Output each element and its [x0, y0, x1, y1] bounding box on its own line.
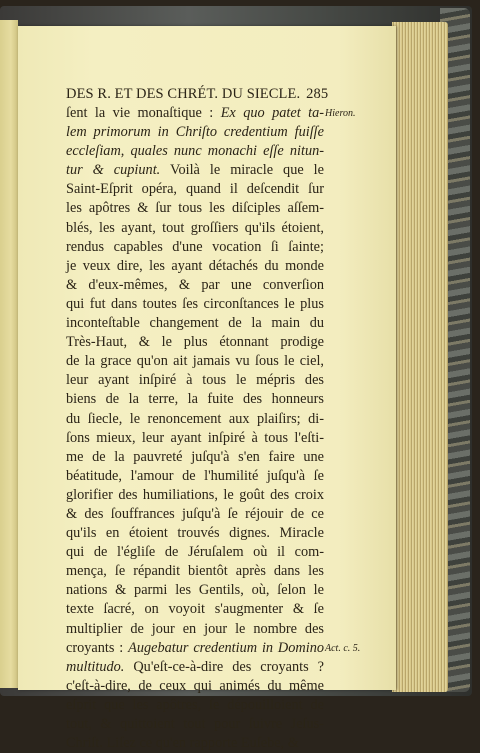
text-segment: Chriſt. Liſez ce qu'en rapporte Euſebe, &: [66, 735, 299, 752]
text-line: [66, 371, 324, 390]
facing-page-edge: [0, 20, 18, 688]
text-segment: rendus capables d'une vocation ſi ſainte;: [66, 238, 324, 255]
text-segment: croyants :: [66, 639, 129, 656]
text-segment: Qu'eſt-ce-à-dire des croyants ?: [124, 658, 324, 675]
text-segment: qu'ils en étoient trouvés dignes. Miracle: [66, 525, 324, 542]
book-page: [18, 26, 396, 752]
text-line: [66, 390, 324, 409]
text-segment: eſprit que les apôtres, ſe dépouilloient de: [66, 696, 324, 713]
text-segment: qui de l'égliſe de Jéruſalem où il com-: [66, 544, 324, 561]
page-stack-edge: [392, 22, 448, 692]
text-block: [66, 84, 329, 753]
latin-quote: Augebatur credentium in Domino: [128, 639, 324, 656]
text-line: [66, 734, 324, 753]
text-line: [66, 161, 324, 180]
text-segment: multiplier de jour en jour le nombre des: [66, 620, 324, 637]
text-line: [66, 352, 324, 371]
text-line: [66, 219, 324, 238]
text-line: [66, 314, 324, 333]
text-segment: texte ſacré, on voyoit s'augmenter & ſe: [66, 601, 324, 618]
text-line: [66, 486, 324, 505]
text-segment: ſons mieux, leur ayant inſpiré à tous l'eſti-: [66, 429, 324, 446]
text-line: [66, 276, 324, 295]
text-segment: & d'eux-mêmes, & par une converſion: [66, 276, 324, 293]
margin-note: Act. c. 5.: [325, 642, 361, 654]
text-line: [66, 410, 324, 429]
text-segment: mença, ſe répandit bientôt après dans les: [66, 563, 324, 580]
text-segment: du ſiecle, le renoncement aux plaiſirs; di-: [66, 410, 324, 427]
text-line: [66, 180, 324, 199]
text-segment: Voilà le miracle que le: [160, 162, 324, 179]
text-line: [66, 448, 324, 467]
text-segment: nations & parmi les Gentils, où, ſelon le: [66, 582, 324, 599]
latin-quote: lem primorum in Chriſto credentium fuiſſe: [66, 124, 324, 141]
margin-note: Hieron.: [325, 108, 356, 119]
text-line: [66, 123, 324, 142]
text-line: [66, 696, 324, 715]
text-line: [66, 238, 324, 257]
text-line: [66, 104, 324, 123]
latin-quote: tur & cupiunt.: [66, 162, 161, 179]
text-line: [66, 639, 324, 658]
text-segment: inconteſtable changement de la main du: [66, 315, 324, 332]
text-line: [66, 543, 324, 562]
page-number: 285: [306, 86, 329, 102]
text-segment: c'eſt-à-dire, de ceux qui animés du même: [66, 677, 324, 694]
text-segment: de la grace qu'on ait jamais vu ſous le ciel,: [66, 353, 324, 370]
text-line: [66, 524, 324, 543]
text-line: [66, 199, 324, 218]
text-segment: leur ayant inſpiré à tous le mépris des: [66, 372, 324, 389]
text-line: [66, 677, 324, 696]
text-segment: tout, & quittoient tout pour ſuivre Jeſus-: [66, 716, 324, 732]
text-line: [66, 505, 324, 524]
text-line: [66, 620, 324, 639]
latin-quote: multitudo.: [66, 658, 125, 675]
text-line: [66, 467, 324, 486]
text-segment: Très-Haut, & le plus étonnant prodige: [66, 334, 324, 351]
latin-quote: Ex quo patet ta-: [220, 105, 325, 121]
text-segment: je veux dire, les ayant détachés du monde: [66, 257, 324, 274]
text-line: [66, 257, 324, 276]
text-line: [66, 715, 324, 734]
text-segment: biens de la terre, la fuite des honneurs: [66, 391, 324, 408]
text-line: [66, 295, 324, 314]
text-segment: les apôtres & ſur tous les diſciples aſſem-: [66, 200, 324, 217]
text-segment: & des ſouffrances juſqu'à ſe réjouir de ce: [66, 505, 324, 522]
text-segment: béatitude, l'amour de l'humilité juſqu'à ſe: [66, 467, 324, 484]
text-line: [66, 142, 324, 161]
header-title: DES R. ET DES CHRÉT. DU SIECLE.: [66, 86, 301, 102]
text-line: [66, 600, 324, 619]
text-line: [66, 581, 324, 600]
text-line: [66, 429, 324, 448]
text-segment: Saint-Eſprit opéra, quand il deſcendit ſur: [66, 181, 324, 198]
text-segment: blés, les ayant, tout groſſiers qu'ils étoient,: [66, 219, 324, 236]
text-segment: me de la pauvreté juſqu'à s'en faire une: [66, 448, 324, 465]
text-segment: ſent la vie monaſtique :: [66, 105, 221, 121]
text-line: [66, 333, 324, 352]
text-line: [66, 658, 324, 677]
text-segment: glorifier des humiliations, le goût des croix: [66, 486, 324, 503]
text-line: [66, 562, 324, 581]
body-text: [66, 104, 324, 753]
text-segment: qui fut dans toutes ſes circonſtances le plus: [66, 295, 324, 312]
latin-quote: eccleſiam, quales nunc monachi eſſe nitun-: [66, 143, 324, 160]
running-header: [66, 84, 329, 104]
